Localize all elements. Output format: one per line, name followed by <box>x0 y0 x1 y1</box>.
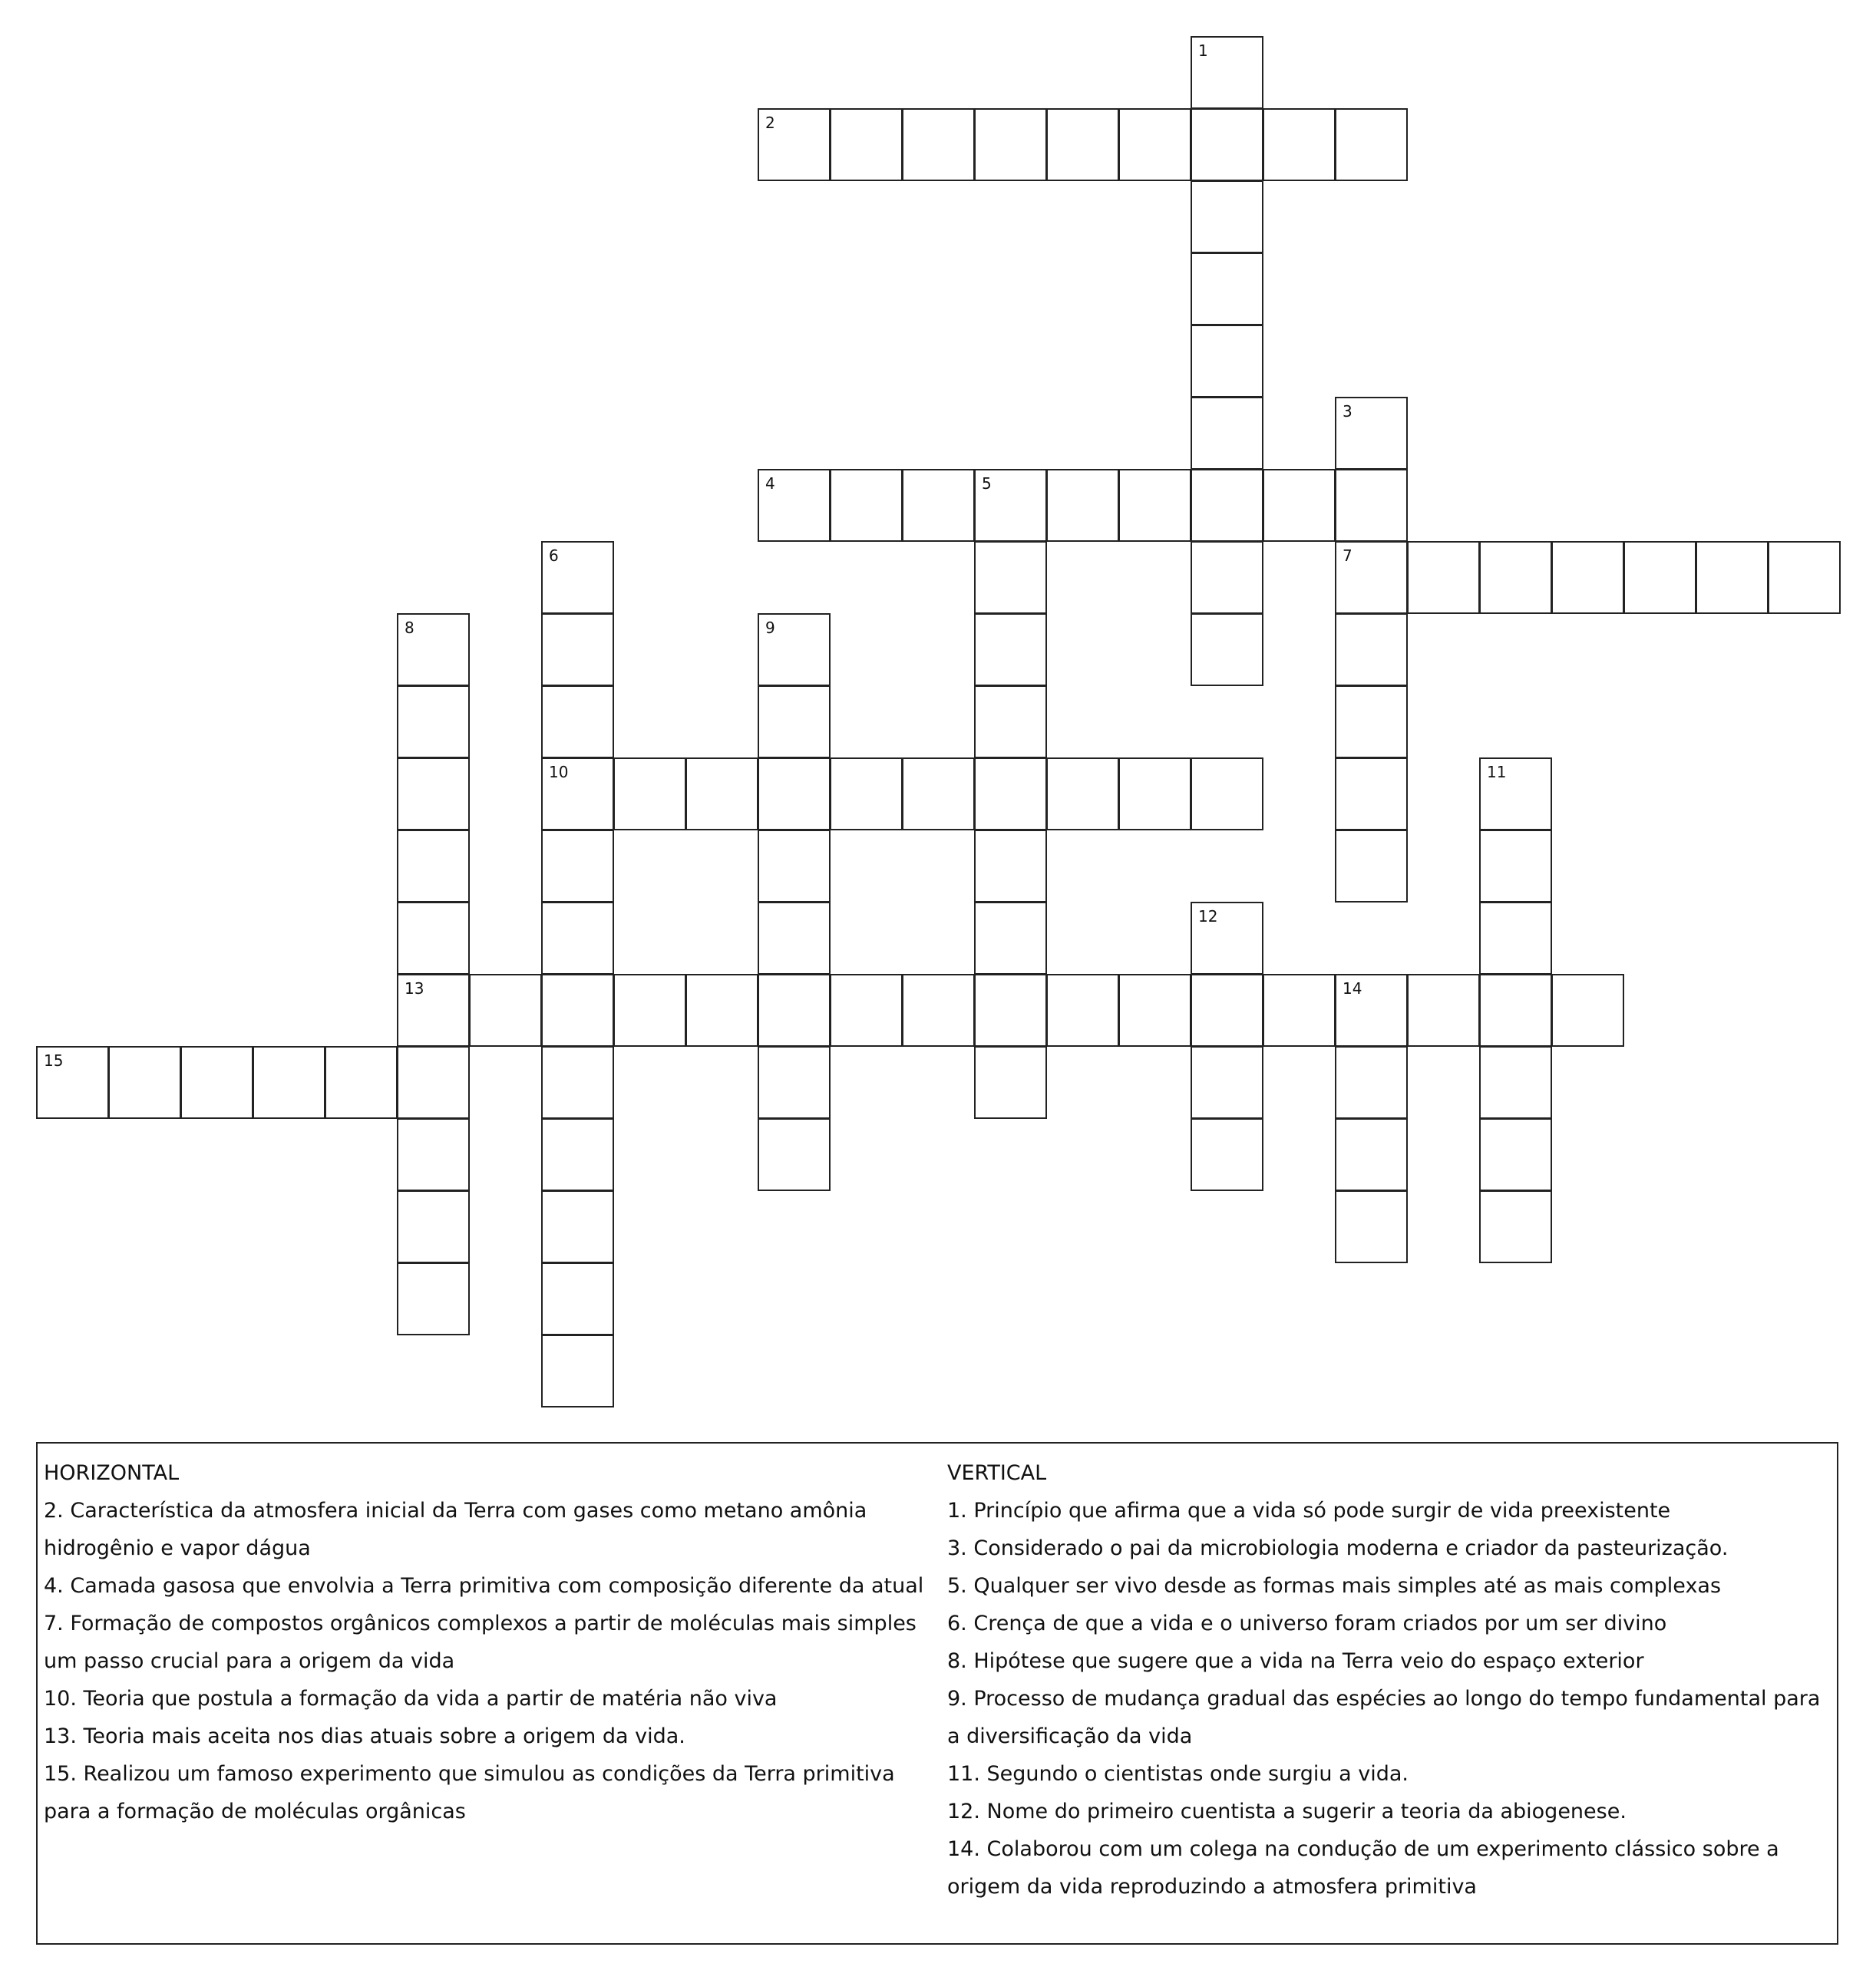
crossword-cell[interactable] <box>1263 469 1336 542</box>
clue-number: 15 <box>44 1051 64 1070</box>
crossword-cell[interactable] <box>830 469 903 542</box>
crossword-cell[interactable] <box>325 1046 398 1119</box>
crossword-cell[interactable] <box>397 685 470 758</box>
crossword-cell[interactable] <box>1479 757 1552 830</box>
crossword-cell[interactable] <box>1263 108 1336 181</box>
crossword-cell[interactable] <box>758 902 831 975</box>
clue-number: 2 <box>765 114 775 132</box>
crossword-cell[interactable] <box>1118 108 1191 181</box>
crossword-cell[interactable] <box>758 685 831 758</box>
crossword-cell[interactable] <box>613 974 686 1047</box>
crossword-cell[interactable] <box>1623 541 1696 614</box>
crossword-cell[interactable] <box>1191 1046 1263 1119</box>
crossword-cell[interactable] <box>1191 974 1263 1047</box>
clue-number: 11 <box>1487 763 1507 781</box>
clue-number: 5 <box>982 474 992 493</box>
crossword-cell[interactable] <box>1335 469 1408 542</box>
clue-number: 12 <box>1198 907 1218 926</box>
crossword-cell[interactable] <box>1191 180 1263 253</box>
crossword-cell[interactable] <box>1046 757 1119 830</box>
clue-v-1: 1. Princípio que afirma que a vida só pode surgir de vida preexistente <box>947 1499 1671 1523</box>
crossword-cell[interactable] <box>1118 757 1191 830</box>
crossword-cell[interactable] <box>1479 830 1552 903</box>
clue-number: 4 <box>765 474 775 493</box>
crossword-cell[interactable] <box>758 974 831 1047</box>
clue-number: 6 <box>549 546 559 565</box>
crossword-cell[interactable] <box>397 902 470 975</box>
crossword-cell[interactable] <box>541 757 614 830</box>
crossword-cell[interactable] <box>397 613 470 686</box>
crossword-cell[interactable] <box>180 1046 253 1119</box>
crossword-cell[interactable] <box>108 1046 181 1119</box>
crossword-cell[interactable] <box>685 974 758 1047</box>
crossword-cell[interactable] <box>1479 974 1552 1047</box>
crossword-cell[interactable] <box>974 830 1047 903</box>
crossword-cell[interactable] <box>469 974 542 1047</box>
crossword-cell[interactable] <box>902 469 975 542</box>
crossword-cell[interactable] <box>1046 469 1119 542</box>
crossword-cell[interactable] <box>1263 974 1336 1047</box>
crossword-cell[interactable] <box>1768 541 1841 614</box>
clue-h-7: 7. Formação de compostos orgânicos complexos a partir de moléculas mais simples um passo crucial para a origem da vida <box>44 1612 917 1673</box>
crossword-cell[interactable] <box>1191 36 1263 109</box>
crossword-cell[interactable] <box>902 974 975 1047</box>
crossword-cell[interactable] <box>974 685 1047 758</box>
crossword-cell[interactable] <box>1335 613 1408 686</box>
clues-box <box>36 1442 1838 1945</box>
crossword-cell[interactable] <box>1335 108 1408 181</box>
crossword-cell[interactable] <box>1191 1118 1263 1191</box>
crossword-cell[interactable] <box>541 974 614 1047</box>
crossword-cell[interactable] <box>1191 902 1263 975</box>
crossword-cell[interactable] <box>397 1046 470 1119</box>
crossword-cell[interactable] <box>253 1046 325 1119</box>
horizontal-title: HORIZONTAL <box>44 1461 180 1485</box>
vertical-title: VERTICAL <box>947 1461 1047 1485</box>
crossword-cell[interactable] <box>1046 108 1119 181</box>
crossword-cell[interactable] <box>1479 1046 1552 1119</box>
crossword-cell[interactable] <box>36 1046 109 1119</box>
clue-number: 14 <box>1343 979 1362 998</box>
clue-v-5: 5. Qualquer ser vivo desde as formas mais simples até as mais complexas <box>947 1574 1722 1598</box>
crossword-cell[interactable] <box>974 469 1047 542</box>
clue-v-14: 14. Colaborou com um colega na condução de um experimento clássico sobre a origem da vida reproduzindo a atmosfera primitiva <box>947 1837 1779 1899</box>
clue-number: 10 <box>549 763 569 781</box>
crossword-cell[interactable] <box>1335 1118 1408 1191</box>
crossword-cell[interactable] <box>541 1046 614 1119</box>
clue-v-9: 9. Processo de mudança gradual das espécies ao longo do tempo fundamental para a diversificação da vida <box>947 1687 1821 1748</box>
clue-number: 7 <box>1343 546 1353 565</box>
clue-h-2: 2. Característica da atmosfera inicial da Terra com gases como metano amônia hidrogênio e vapor dágua <box>44 1499 867 1560</box>
crossword-cell[interactable] <box>397 1190 470 1263</box>
clue-v-3: 3. Considerado o pai da microbiologia moderna e criador da pasteurização. <box>947 1536 1729 1560</box>
crossword-cell[interactable] <box>1191 108 1263 181</box>
crossword-cell[interactable] <box>685 757 758 830</box>
crossword-cell[interactable] <box>974 108 1047 181</box>
crossword-cell[interactable] <box>1118 469 1191 542</box>
crossword-cell[interactable] <box>974 1046 1047 1119</box>
clue-v-8: 8. Hipótese que sugere que a vida na Terra veio do espaço exterior <box>947 1649 1644 1673</box>
crossword-cell[interactable] <box>830 974 903 1047</box>
crossword-cell[interactable] <box>758 108 831 181</box>
clue-h-4: 4. Camada gasosa que envolvia a Terra primitiva com composição diferente da atual <box>44 1574 924 1598</box>
crossword-cell[interactable] <box>758 469 831 542</box>
crossword-cell[interactable] <box>758 1046 831 1119</box>
crossword-cell[interactable] <box>397 830 470 903</box>
clue-h-13: 13. Teoria mais aceita nos dias atuais sobre a origem da vida. <box>44 1724 685 1748</box>
horizontal-clues <box>44 1454 942 1830</box>
crossword-cell[interactable] <box>974 541 1047 614</box>
clue-h-15: 15. Realizou um famoso experimento que simulou as condições da Terra primitiva para a formação de moléculas orgânicas <box>44 1762 895 1823</box>
crossword-cell[interactable] <box>397 974 470 1047</box>
crossword-cell[interactable] <box>1479 1118 1552 1191</box>
crossword-cell[interactable] <box>541 541 614 614</box>
clue-number: 3 <box>1343 402 1353 421</box>
clue-number: 13 <box>405 979 424 998</box>
crossword-cell[interactable] <box>541 1190 614 1263</box>
crossword-cell[interactable] <box>974 757 1047 830</box>
crossword-cell[interactable] <box>1551 974 1624 1047</box>
crossword-cell[interactable] <box>541 685 614 758</box>
crossword-cell[interactable] <box>1046 974 1119 1047</box>
crossword-cell[interactable] <box>1191 469 1263 542</box>
crossword-cell[interactable] <box>1191 325 1263 398</box>
crossword-cell[interactable] <box>541 902 614 975</box>
crossword-cell[interactable] <box>1335 685 1408 758</box>
crossword-cell[interactable] <box>397 1262 470 1335</box>
crossword-cell[interactable] <box>758 830 831 903</box>
crossword-cell[interactable] <box>1479 902 1552 975</box>
crossword-cell[interactable] <box>1335 757 1408 830</box>
crossword-cell[interactable] <box>541 1262 614 1335</box>
crossword-cell[interactable] <box>1335 1046 1408 1119</box>
crossword-cell[interactable] <box>1191 613 1263 686</box>
crossword-cell[interactable] <box>902 108 975 181</box>
crossword-cell[interactable] <box>758 613 831 686</box>
crossword-cell[interactable] <box>1335 974 1408 1047</box>
crossword-cell[interactable] <box>1479 1190 1552 1263</box>
crossword-cell[interactable] <box>974 613 1047 686</box>
crossword-cell[interactable] <box>1335 541 1408 614</box>
crossword-cell[interactable] <box>974 902 1047 975</box>
crossword-cell[interactable] <box>830 108 903 181</box>
crossword-cell[interactable] <box>1191 397 1263 470</box>
clue-h-10: 10. Teoria que postula a formação da vida a partir de matéria não viva <box>44 1687 778 1711</box>
crossword-cell[interactable] <box>1335 1190 1408 1263</box>
crossword-cell[interactable] <box>541 830 614 903</box>
clue-number: 9 <box>765 619 775 637</box>
crossword-cell[interactable] <box>1335 830 1408 903</box>
clue-v-12: 12. Nome do primeiro cuentista a sugerir a teoria da abiogenese. <box>947 1800 1627 1823</box>
crossword-cell[interactable] <box>1479 541 1552 614</box>
clue-v-11: 11. Segundo o cientistas onde surgiu a vida. <box>947 1762 1409 1786</box>
crossword-cell[interactable] <box>1335 397 1408 470</box>
vertical-clues <box>947 1454 1834 1906</box>
crossword-cell[interactable] <box>1191 757 1263 830</box>
crossword-cell[interactable] <box>397 1118 470 1191</box>
crossword-cell[interactable] <box>758 757 831 830</box>
crossword-cell[interactable] <box>902 757 975 830</box>
crossword-cell[interactable] <box>541 1335 614 1407</box>
crossword-cell[interactable] <box>1191 252 1263 325</box>
crossword-cell[interactable] <box>974 974 1047 1047</box>
crossword-cell[interactable] <box>541 1118 614 1191</box>
crossword-cell[interactable] <box>541 613 614 686</box>
crossword-cell[interactable] <box>830 757 903 830</box>
crossword-cell[interactable] <box>758 1118 831 1191</box>
clue-number: 1 <box>1198 41 1208 60</box>
crossword-cell[interactable] <box>1407 974 1480 1047</box>
crossword-cell[interactable] <box>1551 541 1624 614</box>
crossword-cell[interactable] <box>1407 541 1480 614</box>
crossword-cell[interactable] <box>1118 974 1191 1047</box>
clue-number: 8 <box>405 619 415 637</box>
clue-v-6: 6. Crença de que a vida e o universo foram criados por um ser divino <box>947 1612 1667 1635</box>
crossword-cell[interactable] <box>397 757 470 830</box>
crossword-cell[interactable] <box>1696 541 1769 614</box>
crossword-cell[interactable] <box>613 757 686 830</box>
crossword-cell[interactable] <box>1191 541 1263 614</box>
